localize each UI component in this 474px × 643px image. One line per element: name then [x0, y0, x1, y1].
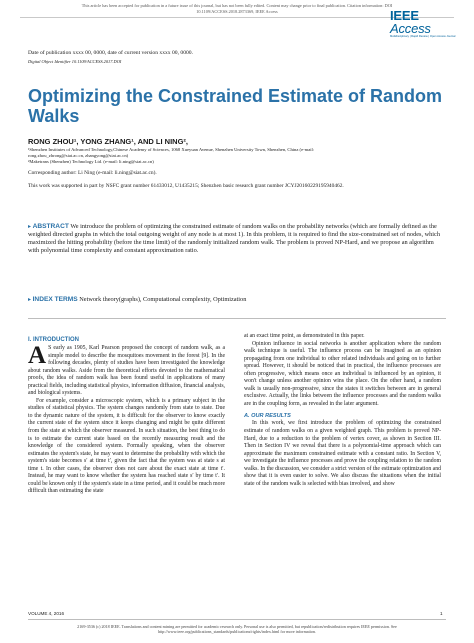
doi-identifier: Digital Object Identifier 10.1109/ACCESS.2017.DOI	[28, 59, 122, 64]
our-results-heading: A. OUR RESULTS	[244, 413, 291, 420]
header-divider	[20, 17, 454, 18]
index-terms	[28, 296, 446, 304]
logo-access: Access	[390, 21, 431, 36]
logo-ieee: IEEE	[390, 8, 419, 23]
right-paragraph-1: Opinion influence in social networks is another application where the random walk technique is useful. The influence process can be imagined as an opinion propagating from one individual to other related individuals and going on to further spread. However, it should be noticed that in practical, the influence processes are often progressive, which means once an individual is influenced by an opinion, it won't change unless another opinion wins the place. On the other hand, a random walk is usually non-progressive, since the states it switches between are in general exclusive. Actually, the links between the influence processes and the random walks are in the coupling form, as revealed in the later argument.	[244, 340, 441, 407]
intro-paragraph-1: A S early as 1905, Karl Pearson proposed the concept of random walk, as a simple model to describe the mosquitoes movement in the forest [9]. In the following decades, plenty of studies have been investigated the knowledge about random walks. Aside from the theoretical efforts devoted to the mathematical proofs, the idea of random walk has been found useful in applications of many practical fields, including statistical physics, information diffusion, financial analysis, and biological systems.	[28, 342, 225, 397]
intro-paragraph-2: For example, consider a microscopic system, which is a primary subject in the studies of statistical physics. The system changes randomly from state to state. Due to the dynamic nature of the system, it is difficult for the observer to know exactly the current state of the system since it keeps changing and might be quite different from the state at which the observer measured. In such situation, the best thing to do is to estimate the current state based on the recently measuring result and the knowledge of the considered system. Formally speaking, when the observer estimates the system's state, he may want to determine the probability with which the system's state becomes s′ at time t′, given the fact that the system was at state s at time t. In other cases, the observer does not care about the exact state at time t′. Instead, he may want to know whether the system has reached state s′ by time t′. It could be known only if the system's state in a time period, and it could be much more difficult than estimating the state	[28, 397, 225, 495]
intro-heading: I. INTRODUCTION	[28, 337, 79, 343]
ieee-access-logo	[390, 9, 456, 39]
index-terms-label: INDEX TERMS	[32, 296, 78, 303]
index-terms-text: Network theory(graphs), Computational complexity, Optimization	[79, 296, 247, 303]
section-divider	[28, 318, 446, 319]
drop-cap: A	[28, 342, 47, 369]
abstract-label: ABSTRACT	[32, 223, 69, 230]
right-paragraph-2: In this work, we first introduce the problem of optimizing the constrained estimate of random walks on a given weighted graph. This problem is proved NP-Hard, due to a reduction to the problem of vertex cover, as shown in Section III. Then in Section IV we reveal that there is a polynomial-time approach which can approximate the maximum constrained estimate with a constant ratio. In Section V, we investigate the influence processes and prove the coupling relation to the random walks. In the discussion, we consider a strict version of the estimate optimization and show that it is even easier to solve. We also discuss the situations when the initial state of the random walk is selected with bias involved, and show	[244, 420, 441, 487]
left-column	[28, 336, 225, 496]
affiliations: ¹Shenzhen Institutes of Advanced Technology,Chinese Academy of Sciences, 1068 Xueyuan Avenue, Shenzhen University Town, Shenzhen, China (e-mail: rong.zhou_zhrong@siat.ac.cn, zhangyong@siat.ac.cn) ²Maketrans (Shenzhen) Technology Ltd. (e-mail: li.ning@siat.ac.cn)	[28, 147, 315, 164]
footer-divider	[28, 619, 446, 620]
publication-date: Date of publication xxxx 00, 0000, date of current version xxxx 00, 0000.	[28, 50, 193, 56]
volume-label: VOLUME 4, 2016	[28, 611, 65, 616]
triangle-bullet-icon: ▸	[28, 224, 32, 230]
right-paragraph-0: at an exact time point, as demonstrated in this paper.	[244, 333, 365, 339]
paper-title: Optimizing the Constrained Estimate of Random Walks	[28, 86, 443, 126]
license-notice: 2169-3536 (c) 2018 IEEE. Translations and content mining are permitted for academic research only. Personal use is also permitted, but republication/redistribution requires IEEE permission. See http://www.ieee.org/publications_standards/publications/rights/index.html for more information.	[77, 624, 397, 635]
logo-tagline: Multidisciplinary | Rapid Review | Open Access Journal	[390, 35, 456, 38]
corresponding-author: Corresponding author: Li Ning (e-mail: li.ning@siat.ac.cn).	[28, 170, 157, 176]
acceptance-notice: This article has been accepted for publication in a future issue of this journal, but has not been fully edited. Content may change prior to final publication. Citation information: DOI 10.1109/ACCESS.2018.2873369, IEEE Access	[81, 3, 393, 14]
right-column	[244, 333, 441, 488]
abstract-text: We introduce the problem of optimizing the constrained estimate of random walks on the probability networks (which are formally defined as the weighted directed graphs in which the total outgoing weight of any node is at most 1). In this problem, it is required to find the size-constrained set of nodes, which maximized the hitting probability (before the time limit) of the randomly initialized random walk. The problem is proved NP-Hard, and we propose an algorithm with polynomial time complexity and constant approximation ratio.	[28, 223, 441, 254]
funding-note: This work was supported in part by NSFC grant number 61433012, U1435215; Shenzhen basic research grant number JCYJ20160229195940462.	[28, 183, 344, 189]
abstract	[28, 223, 446, 255]
page-number: 1	[440, 611, 443, 616]
author-list: RONG ZHOU¹, YONG ZHANG¹, AND LI NING²,	[28, 137, 188, 146]
triangle-bullet-icon: ▸	[28, 297, 32, 303]
